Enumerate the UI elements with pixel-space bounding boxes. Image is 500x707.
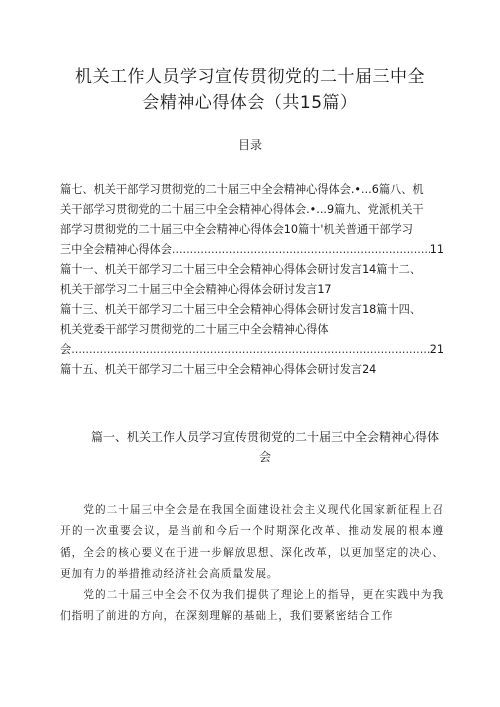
title-line-2: 会精神心得体会（共15篇） bbox=[142, 93, 358, 113]
title-line-1: 机关工作人员学习宣传贯彻党的二十届三中全 bbox=[75, 67, 425, 87]
toc-line-6[interactable]: 机关干部学习二十届三中全会精神心得体会研讨发言17 bbox=[60, 283, 332, 296]
body-text bbox=[60, 500, 444, 628]
toc-line-5[interactable]: 篇十一、机关干部学习二十届三中全会精神心得体会研讨发言14篇十二、 bbox=[60, 263, 422, 276]
paragraph-1: 党的二十届三中全会是在我国全面建设社会主义现代化国家新征程上召开的一次重要会议，是当前和今后一个时期深化改革、推动发展的根本遵循，全会的核心要义在于进一步解放思想、深化改革，以更加坚定的决心、更加有力的举措推动经济社会高质量发展。 bbox=[60, 504, 444, 580]
toc-heading: 目录 bbox=[237, 138, 262, 152]
section-heading-line-2: 会 bbox=[258, 450, 271, 464]
dot-leader bbox=[172, 240, 430, 260]
section-heading bbox=[80, 427, 450, 467]
table-of-contents bbox=[60, 180, 444, 380]
document-title bbox=[40, 64, 460, 116]
toc-line-10[interactable]: 篇十五、机关干部学习二十届三中全会精神心得体会研讨发言24 bbox=[60, 363, 377, 376]
paragraph-2: 党的二十届三中全会不仅为我们提供了理论上的指导，更在实践中为我们指明了前进的方向，在深刻理解的基础上，我们要紧密结合工作 bbox=[60, 589, 444, 623]
toc-leader-line-2[interactable] bbox=[60, 340, 444, 360]
toc-leader-text: 三中全会精神心得体会 bbox=[60, 243, 172, 256]
toc-page-number: 11 bbox=[429, 243, 444, 256]
toc-leader-line-1[interactable] bbox=[60, 240, 444, 260]
toc-line-7[interactable]: 篇十三、机关干部学习二十届三中全会精神心得体会研讨发言18篇十四、 bbox=[60, 303, 422, 316]
toc-line-8[interactable]: 机关党委干部学习贯彻党的二十届三中全会精神心得体 bbox=[60, 323, 329, 336]
toc-leader-text: 会 bbox=[60, 343, 72, 356]
toc-line-2[interactable]: 关干部学习贯彻党的二十届三中全会精神心得体会.•...9篇九、党派机关干 bbox=[60, 203, 424, 216]
dot-leader bbox=[71, 340, 430, 360]
toc-line-3[interactable]: 部学习贯彻党的二十届三中全会精神心得体会10篇十'机关普通干部学习 bbox=[60, 223, 413, 236]
toc-page-number: 21 bbox=[429, 343, 444, 356]
toc-line-1[interactable]: 篇七、机关干部学习贯彻党的二十届三中全会精神心得体会.•...6篇八、机 bbox=[60, 183, 424, 196]
section-heading-line-1: 篇一、机关工作人员学习宣传贯彻党的二十届三中全会精神心得体 bbox=[90, 430, 439, 444]
